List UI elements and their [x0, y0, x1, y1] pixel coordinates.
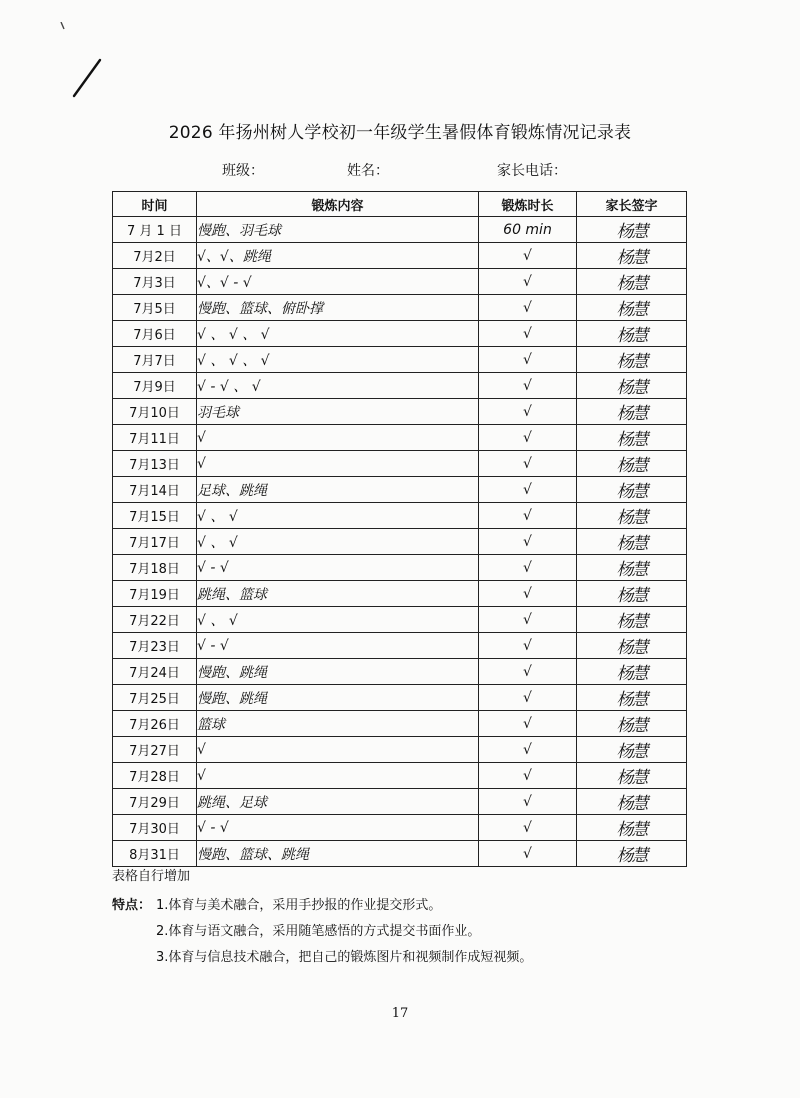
signature-cell: 杨慧: [577, 217, 687, 243]
duration-cell: √: [479, 399, 577, 425]
duration-cell: √: [479, 711, 577, 737]
table-row: [113, 815, 687, 841]
signature-cell: 杨慧: [577, 243, 687, 269]
date-cell: 7月14日: [113, 477, 197, 503]
signature-cell: 杨慧: [577, 451, 687, 477]
signature-cell: 杨慧: [577, 529, 687, 555]
header-date: 时间: [113, 192, 197, 217]
content-cell hw: 跳绳、足球: [197, 789, 479, 815]
table-row: [113, 425, 687, 451]
date-cell: 7月2日: [113, 243, 197, 269]
date-cell: 7月19日: [113, 581, 197, 607]
table-row: [113, 555, 687, 581]
content-cell hw: √: [197, 451, 479, 477]
content-cell hw: √ 、 √: [197, 607, 479, 633]
date-cell: 7月24日: [113, 659, 197, 685]
table-row: [113, 217, 687, 243]
duration-cell: √: [479, 425, 577, 451]
signature-cell: 杨慧: [577, 659, 687, 685]
duration-cell: √: [479, 659, 577, 685]
table-body: [113, 217, 687, 867]
date-cell: 7月27日: [113, 737, 197, 763]
date-cell: 7月13日: [113, 451, 197, 477]
duration-cell: √: [479, 373, 577, 399]
content-cell hw: √: [197, 763, 479, 789]
duration-cell: √: [479, 477, 577, 503]
content-cell hw: 慢跑、篮球、跳绳: [197, 841, 479, 867]
document-title: 2026 年扬州树人学校初一年级学生暑假体育锻炼情况记录表: [168, 123, 632, 143]
signature-cell: 杨慧: [577, 555, 687, 581]
feature-item: 3.体育与信息技术融合，把自己的锻炼图片和视频制作成短视频。: [156, 950, 533, 965]
date-cell: 7月28日: [113, 763, 197, 789]
signature-cell: 杨慧: [577, 425, 687, 451]
content-cell hw: √、√、跳绳: [197, 243, 479, 269]
duration-cell: √: [479, 295, 577, 321]
signature-cell: 杨慧: [577, 581, 687, 607]
table-row: [113, 269, 687, 295]
signature-cell: 杨慧: [577, 477, 687, 503]
table-row: [113, 607, 687, 633]
date-cell: 7月18日: [113, 555, 197, 581]
duration-cell: √: [479, 737, 577, 763]
date-cell: 7月29日: [113, 789, 197, 815]
duration-cell: √: [479, 815, 577, 841]
date-cell: 7月11日: [113, 425, 197, 451]
date-cell: 7月15日: [113, 503, 197, 529]
duration-cell: √: [479, 451, 577, 477]
content-cell hw: 篮球: [197, 711, 479, 737]
date-cell: 7月10日: [113, 399, 197, 425]
duration-cell: √: [479, 763, 577, 789]
table-row: [113, 841, 687, 867]
signature-cell: 杨慧: [577, 295, 687, 321]
table-row: [113, 295, 687, 321]
exercise-log-table: [112, 191, 687, 867]
signature-cell: 杨慧: [577, 321, 687, 347]
signature-cell: 杨慧: [577, 607, 687, 633]
table-row: [113, 451, 687, 477]
date-cell: 7月5日: [113, 295, 197, 321]
table-row: [113, 503, 687, 529]
date-cell: 7月17日: [113, 529, 197, 555]
duration-cell: √: [479, 841, 577, 867]
date-cell: 7月9日: [113, 373, 197, 399]
table-row: [113, 659, 687, 685]
signature-cell: 杨慧: [577, 503, 687, 529]
table-row: [113, 321, 687, 347]
header-signature: 家长签字: [577, 192, 687, 217]
duration-cell: √: [479, 555, 577, 581]
table-header-row: [113, 192, 687, 217]
table-row: [113, 685, 687, 711]
content-cell hw: 慢跑、跳绳: [197, 659, 479, 685]
date-cell: 7月30日: [113, 815, 197, 841]
page-number: 17: [391, 1006, 409, 1021]
header-content: 锻炼内容: [197, 192, 479, 217]
duration-cell: √: [479, 529, 577, 555]
content-cell hw: √ 、 √: [197, 529, 479, 555]
table-row: [113, 529, 687, 555]
note-text: 表格自行增加: [112, 869, 191, 884]
duration-cell: √: [479, 685, 577, 711]
date-cell: 7月26日: [113, 711, 197, 737]
content-cell hw: √ - √ 、 √: [197, 373, 479, 399]
content-cell hw: 跳绳、篮球: [197, 581, 479, 607]
duration-cell: √: [479, 503, 577, 529]
content-cell hw: √: [197, 737, 479, 763]
class-label: 班级：: [222, 163, 264, 179]
content-cell hw: √ 、 √ 、 √: [197, 347, 479, 373]
table-row: [113, 373, 687, 399]
content-cell hw: 慢跑、篮球、俯卧撑: [197, 295, 479, 321]
duration-cell: √: [479, 581, 577, 607]
table-row: [113, 763, 687, 789]
signature-cell: 杨慧: [577, 269, 687, 295]
table-row: [113, 789, 687, 815]
duration-cell: √: [479, 607, 577, 633]
signature-cell: 杨慧: [577, 763, 687, 789]
content-cell hw: 足球、跳绳: [197, 477, 479, 503]
signature-cell: 杨慧: [577, 789, 687, 815]
pen-mark: [60, 22, 65, 30]
name-label: 姓名：: [347, 163, 389, 179]
table-row: [113, 711, 687, 737]
content-cell hw: √: [197, 425, 479, 451]
parent-phone-label: 家长电话：: [497, 163, 567, 179]
signature-cell: 杨慧: [577, 711, 687, 737]
date-cell: 7月23日: [113, 633, 197, 659]
content-cell hw: √、√ - √: [197, 269, 479, 295]
pen-stroke-mark: [70, 56, 122, 108]
features-label: 特点：: [112, 898, 152, 913]
duration-cell: √: [479, 269, 577, 295]
duration-cell: √: [479, 789, 577, 815]
date-cell: 8月31日: [113, 841, 197, 867]
table-row: [113, 477, 687, 503]
signature-cell: 杨慧: [577, 841, 687, 867]
date-cell: 7 月 1 日: [113, 217, 197, 243]
content-cell hw: √ - √: [197, 815, 479, 841]
duration-cell: √: [479, 321, 577, 347]
header-duration: 锻炼时长: [479, 192, 577, 217]
signature-cell: 杨慧: [577, 399, 687, 425]
feature-item: 1.体育与美术融合，采用手抄报的作业提交形式。: [156, 898, 442, 913]
table-row: [113, 243, 687, 269]
content-cell hw: 慢跑、跳绳: [197, 685, 479, 711]
signature-cell: 杨慧: [577, 633, 687, 659]
content-cell hw: 羽毛球: [197, 399, 479, 425]
signature-cell: 杨慧: [577, 347, 687, 373]
signature-cell: 杨慧: [577, 737, 687, 763]
content-cell hw: √ 、 √ 、 √: [197, 321, 479, 347]
signature-cell: 杨慧: [577, 373, 687, 399]
date-cell: 7月7日: [113, 347, 197, 373]
table-row: [113, 347, 687, 373]
date-cell: 7月22日: [113, 607, 197, 633]
duration-cell: 60 min: [479, 217, 577, 243]
date-cell: 7月25日: [113, 685, 197, 711]
table-row: [113, 737, 687, 763]
date-cell: 7月3日: [113, 269, 197, 295]
table-row: [113, 633, 687, 659]
feature-item: 2.体育与语文融合，采用随笔感悟的方式提交书面作业。: [156, 924, 481, 939]
duration-cell: √: [479, 347, 577, 373]
date-cell: 7月6日: [113, 321, 197, 347]
table-row: [113, 581, 687, 607]
content-cell hw: √ - √: [197, 633, 479, 659]
content-cell hw: 慢跑、羽毛球: [197, 217, 479, 243]
duration-cell: √: [479, 633, 577, 659]
duration-cell: √: [479, 243, 577, 269]
content-cell hw: √ - √: [197, 555, 479, 581]
signature-cell: 杨慧: [577, 815, 687, 841]
table-row: [113, 399, 687, 425]
signature-cell: 杨慧: [577, 685, 687, 711]
content-cell hw: √ 、 √: [197, 503, 479, 529]
